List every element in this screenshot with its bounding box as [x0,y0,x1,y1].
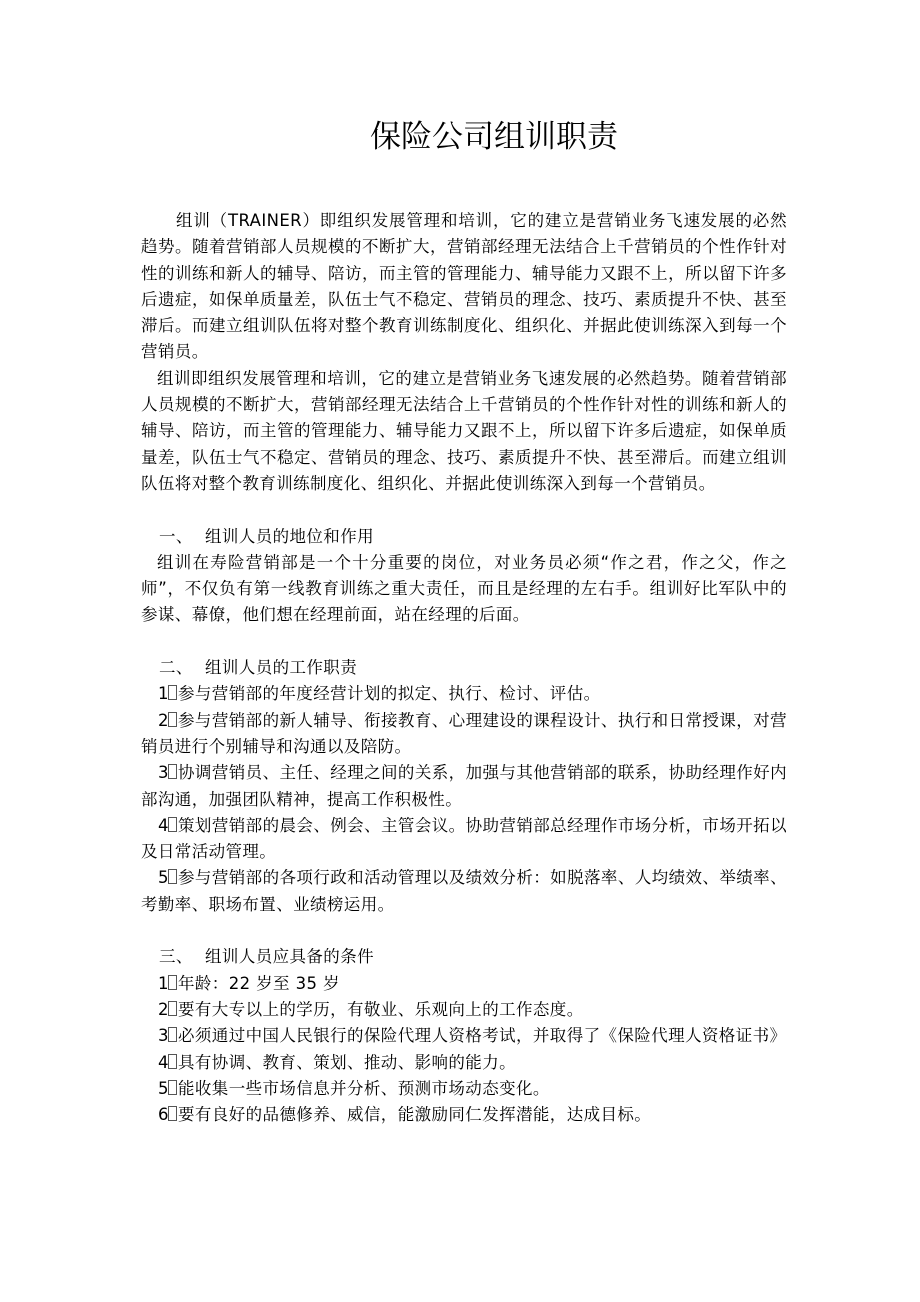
item-number: 4 [158,1052,169,1072]
box-glyph-icon [168,1080,177,1095]
item-text: 要有大专以上的学历，有敬业、乐观向上的工作态度。 [178,999,584,1019]
list-item [141,1050,787,1076]
section-1-title: 组训人员的地位和作用 [205,526,374,546]
section-1-number: 一、 [159,526,193,546]
box-glyph-icon [168,685,177,700]
item-text: 具有协调、教育、策划、推动、影响的能力。 [178,1052,516,1072]
item-text: 参与营销部的新人辅导、衔接教育、心理建设的课程设计、执行和日常授课，对营销员进行个别辅导和沟通以及陪防。 [141,710,787,756]
item-number: 2 [158,999,169,1019]
section-2-heading [141,655,787,681]
intro-paragraph-2: 组训即组织发展管理和培训，它的建立是营销业务飞速发展的必然趋势。随着营销部人员规模的不断扩大，营销部经理无法结合上千营销员的个性作针对性的训练和新人的辅导、陪访，而主管的管理能力、辅导能力又跟不上，所以留下许多后遗症，如保单质量差，队伍士气不稳定、营销员的理念、技巧、素质提升不快、甚至滞后。而建立组训队伍将对整个教育训练制度化、组织化、并据此使训练深入到每一个营销员。 [141,368,787,493]
document-body [141,208,787,1128]
item-text: 能收集一些市场信息并分析、预测市场动态变化。 [178,1078,550,1098]
list-item [141,681,787,707]
box-glyph-icon [168,1106,177,1121]
item-text: 参与营销部的各项行政和活动管理以及绩效分析：如脱落率、人均绩效、举绩率、考勤率、职场布置、业绩榜运用。 [141,868,787,914]
list-item [141,708,787,761]
spacer [141,629,787,655]
item-text: 必须通过中国人民银行的保险代理人资格考试，并取得了《保险代理人资格证书》 [178,1026,787,1046]
section-3-heading [141,944,787,970]
section-1-paragraph: 组训在寿险营销部是一个十分重要的岗位，对业务员必须“作之君，作之父，作之师”，不仅负有第一线教育训练之重大责任，而且是经理的左右手。组训好比军队中的参谋、幕僚，他们想在经理前面，站在经理的后面。 [141,552,787,625]
box-glyph-icon [168,817,177,832]
item-number: 2 [158,710,169,730]
item-number: 5 [158,868,169,888]
document-title: 保险公司组训职责 [370,119,618,155]
item-number: 1 [158,684,169,704]
box-glyph-icon [168,869,177,884]
item-number: 3 [158,1026,169,1046]
section-3-number: 三、 [159,947,193,967]
box-glyph-icon [168,1054,177,1069]
box-glyph-icon [168,1001,177,1016]
item-number: 4 [158,815,169,835]
item-text: 要有良好的品德修养、威信，能激励同仁发挥潜能，达成目标。 [178,1105,652,1125]
list-item [141,760,787,813]
section-3-title: 组训人员应具备的条件 [205,947,374,967]
list-item [141,1076,787,1102]
item-text: 年龄：22 岁至 35 岁 [178,973,340,993]
item-number: 6 [158,1105,169,1125]
section-2-title: 组训人员的工作职责 [205,658,358,678]
list-item [141,997,787,1023]
item-text: 策划营销部的晨会、例会、主管会议。协助营销部总经理作市场分析，市场开拓以及日常活动管理。 [141,815,787,862]
list-item [141,971,787,997]
box-glyph-icon [168,1027,177,1042]
section-2-number: 二、 [159,658,193,678]
list-item [141,1102,787,1128]
item-number: 1 [158,973,169,993]
spacer [141,918,787,944]
box-glyph-icon [168,712,177,727]
list-item [141,865,787,918]
item-number: 5 [158,1078,169,1098]
item-text: 参与营销部的年度经营计划的拟定、执行、检讨、评估。 [178,684,601,704]
item-text: 协调营销员、主任、经理之间的关系，加强与其他营销部的联系，协助经理作好内部沟通，加强团队精神，提高工作积极性。 [141,763,787,809]
section-1-heading [141,524,787,550]
box-glyph-icon [168,764,177,779]
list-item [141,1023,787,1049]
box-glyph-icon [168,975,177,990]
intro-paragraph-1: 组训（TRAINER）即组织发展管理和培训，它的建立是营销业务飞速发展的必然趋势。随着营销部人员规模的不断扩大，营销部经理无法结合上千营销员的个性作针对性的训练和新人的辅导、陪访，而主管的管理能力、辅导能力又跟不上，所以留下许多后遗症，如保单质量差，队伍士气不稳定、营销员的理念、技巧、素质提升不快、甚至滞后。而建立组训队伍将对整个教育训练制度化、组织化、并据此使训练深入到每一个营销员。 [141,211,787,362]
list-item [141,813,787,866]
item-number: 3 [158,763,169,783]
spacer [141,497,787,523]
